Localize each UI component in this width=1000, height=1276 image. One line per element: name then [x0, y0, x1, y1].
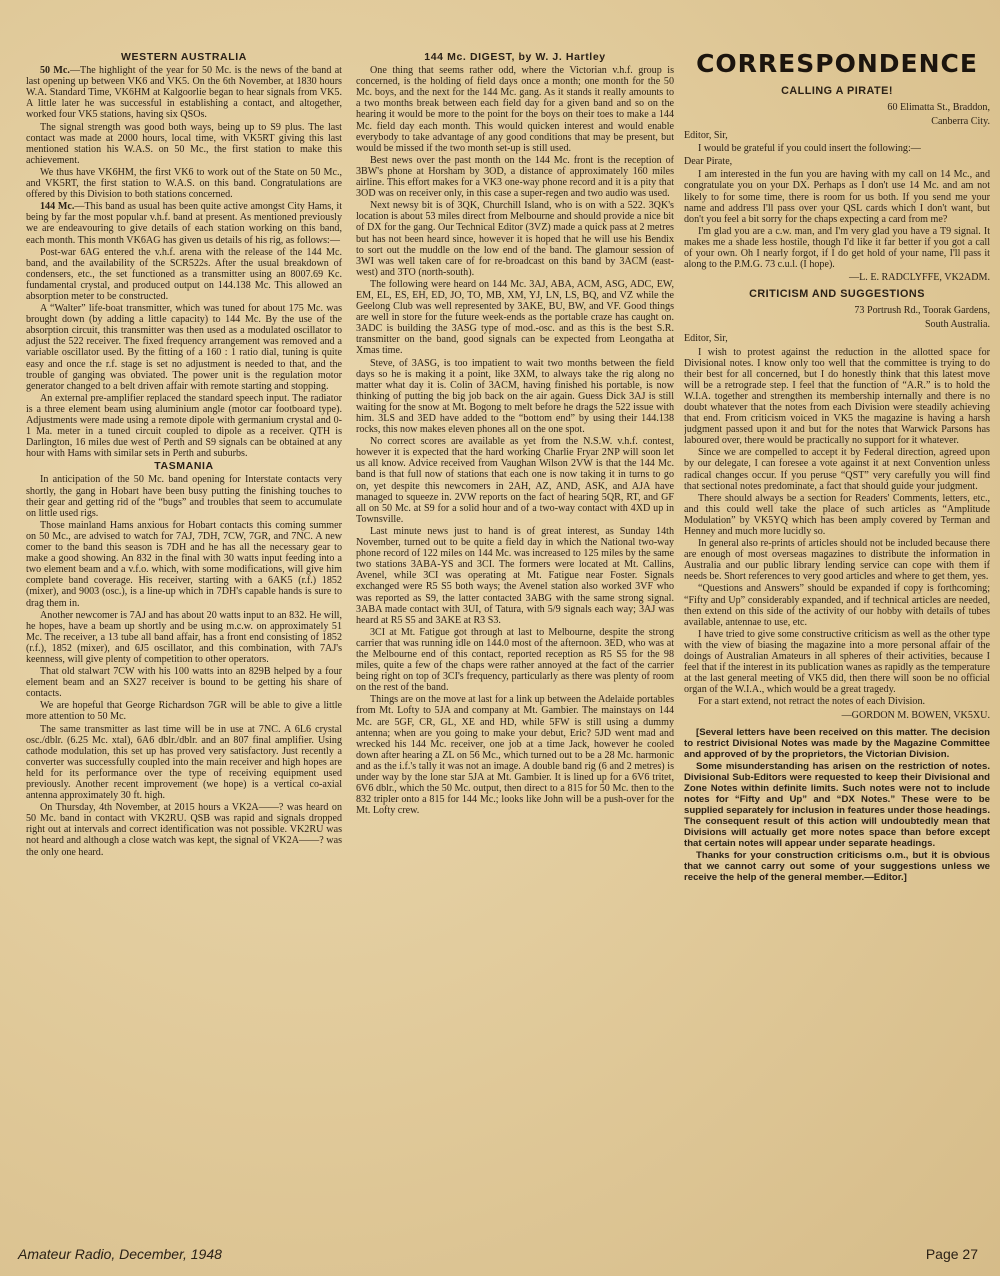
paragraph — [26, 201, 342, 245]
paragraph: The following were heard on 144 Mc. 3AJ, ABA, ACM, ASG, ADC, EW, EM, EL, ES, EH, ED, JO, TO, MB, XM, YJ, LN, LS, BQ, and VZ while the Geelong Club was well represented by 3AKE, BU, BW, and VF. Good things are well in store for the future week-ends as the portable craze has caught on. 3ADC is building the 3ASG type of mod.-osc. and as this is the best S.R. transmitter on the band, good signals can be expected from Leongatha at Xmas time. — [356, 278, 674, 357]
paragraph: Next newsy bit is of 3QK, Churchill Island, who is on with a 522. 3QK's location is about 53 miles direct from Melbourne and should provide a nice bit of DX for the gang. Our Technical Editor (3VZ) made a quick pass at 2 metres but has not been heard since, however it is hoped that he will use his Bendix to sort out the muddle on the low end of the band. The glamour session of 3WI was well taken care of for re-broadcast on this band by 3ACM (east-west) and 3TO (north-south). — [356, 200, 674, 278]
paragraph: [Several letters have been received on this matter. The decision to restrict Divisional Notes was made by the Magazine Committee and approved of by the proprietors, the Victorian Division. — [684, 726, 990, 760]
correspondence-title: CORRESPONDENCE — [696, 50, 978, 78]
paragraph: I wish to protest against the reduction in the allotted space for Divisional notes. I know only too well that the committee is trying to do their best for all concerned, but I do honestly think that this latest move will be a retrograde step. I feel that the function of “A.R.” is to hold the W.I.A. together and strengthen its membership internally and there is no doubt whatever that the notes from each Division were steadily achieving that end. From criticism voiced in VK5 the magazine is having a harsh judgment passed upon it and but for the notes that Warwick Parsons has laboured over, there would be practically no support for it whatever. — [684, 346, 990, 447]
paragraph: Steve, of 3ASG, is too impatient to wait two months between the field days so he is making it a point, like 3XM, to always take the rig along no matter what day it is. Colin of 3ACM, having finished his portable, is now thinking of putting the big job back on the air again. Guess Dick 3AJ is still waiting for the snow at Mt. Bogong to melt before he drags the 522 issue with him. 3LS and 3ED have added to the “bottom end” by using their 144.138 rocks, this now makes eleven phones all on the one spot. — [356, 357, 674, 436]
paragraph: On Thursday, 4th November, at 2015 hours a VK2A——? was heard on 50 Mc. band in contact with VK2RU. QSB was rapid and signals dropped right out at intervals and correct identification was not possible. VK2RU was not heard and although a close watch was kept, the signal of VK2A——? was the only one heard. — [26, 802, 342, 858]
letter-address: South Australia. — [924, 319, 990, 331]
letter-heading-calling-a-pirate: CALLING A PIRATE! — [781, 85, 893, 97]
paragraph: Since we are compelled to accept it by Federal direction, agreed upon by our delegate, I can foresee a vote against it at next Convention unless radical changes occur. If you peruse “QST” very carefully you will find that sectional notes predominate, a fact that should guide your judgment. — [684, 447, 990, 492]
paragraph: Another newcomer is 7AJ and has about 20 watts input to an 832. He will, he hopes, have a beam up shortly and be using m.c.w. on approximately 51 Mc. The receiver, a 13 tube all band affair, has a front end consisting of 1852 (r.f.), 1852 (mixer), and 6J5 oscillator, and this combination, with 7AJ's keenness, will give plenty of competition to other operators. — [26, 609, 342, 665]
paragraph: Some misunderstanding has arisen on the restriction of notes. Divisional Sub-Editors were requested to keep their Divisional and Zone Notes within definite limits. Such notes were not to include notes for “Fifty and Up” and “DX Notes.” These were to be supplied separately for inclusion in features under those headings. The consequent result of this action will undoubtedly mean that Divisions will actually get more notes space than before except that certain notes will appear under separate headings. — [684, 760, 990, 849]
paragraph: “Questions and Answers” should be expanded if copy is forthcoming; “Fifty and Up” considerably expanded, and if technical articles are needed, then extend on this side of the activity of our hobby with details of tubes available, antennae to use, etc. — [684, 583, 990, 628]
letter-address: 73 Portrush Rd., Toorak Gardens, — [854, 305, 990, 317]
paragraph: We thus have VK6HM, the first VK6 to work out of the State on 50 Mc., and VK5RT, the first station to W.A.S. on this band. Congratulations are offered by this Division to both stations concerned. — [26, 166, 342, 201]
letter-salutation: Dear Pirate, — [684, 156, 733, 168]
paragraph: We are hopeful that George Richardson 7GR will be able to give a little more attention to 50 Mc. — [26, 700, 342, 723]
paragraph: Best news over the past month on the 144 Mc. front is the reception of 3BW's phone at Horsham by 3OD, a distance of approximately 160 miles airline. This effort makes for a VK3 one-way phone record and it is a pity that 3OD was on receiver only, in this case a super-regen and two audio was used. — [356, 154, 674, 200]
paragraph-text: —This band as usual has been quite active amongst City Hams, it being by far the most popular v.h.f. band at present. As mentioned previously we are endeavouring to give details of each station working on this band, each month. This month VK6AG has given us details of his rig, as follows:— — [26, 201, 342, 246]
letter-salutation: Editor, Sir, — [684, 130, 728, 142]
paragraph: I have tried to give some constructive criticism as well as the other type with the view of biasing the magazine into a more personal affair of the doings of Australian Amateurs in all spheres of their activities, because I feel that if the interest in its publication wanes as rapidly as the temperature at the last general meeting of VK5 did, then there will soon be no official organ of the W.I.A., which would be a great tragedy. — [684, 628, 990, 696]
column-144mc-digest — [356, 50, 674, 1242]
letter-salutation: Editor, Sir, — [684, 333, 728, 345]
section-heading-144mc-digest: 144 Mc. DIGEST, by W. J. Hartley — [424, 51, 606, 63]
paragraph: An external pre-amplifier replaced the standard speech input. The radiator is a three element beam using aluminium angle (motor car footboard type). Adjustments were made using a remote dipole with germanium crystal and 0-1 Ma. meter in a tuned circuit coupled to dipole as a receiver. QTH is Darlington, 16 miles due west of Perth and S9 signals can be obtained at any hour with Hams with similar sets in Perth and suburbs. — [26, 392, 342, 460]
paragraph: The same transmitter as last time will be in use at 7NC. A 6L6 crystal osc./dblr. (6.25 Mc. xtal), 6A6 dblr./dblr. and an 807 final amplifier. Using cathode modulation, this set up has proved very satisfactory. Just recently a converter was successfully coupled into the main receiver and high hopes are held for its performance over the type of receiving equipment used previously. Another recent improvement (we hope) is a vertical co-axial antenna approximately 30 ft. high. — [26, 723, 342, 802]
paragraph: One thing that seems rather odd, where the Victorian v.h.f. group is concerned, is the holding of field days once a month; one month for the 50 Mc. boys, and the next for the 144 Mc. gang. As it stands it really amounts to a two months break between each field day for a given band and so on the hearing it would be more to the point for the boys on their toes to make a 144 Mc. field day each month. This would quicken interest and would enable everybody to take advantage of any good conditions that may be present, but would be missed if the two month set-up is still used. — [356, 65, 674, 154]
paragraph: Post-war 6AG entered the v.h.f. arena with the release of the 144 Mc. band, and the availability of the SCR522s. After the usual breakdown of condensers, etc., the set functioned as a transmitter using an 8007.69 Kc. fundamental crystal, and produced output on 144.138 Mc. This allowed an absorption meter to be constructed. — [26, 246, 342, 302]
letter-address: Canberra City. — [931, 116, 990, 128]
footer-page-number: Page 27 — [925, 1246, 978, 1262]
paragraph: Thanks for your construction criticisms o.m., but it is obvious that we cannot carry out some of your suggestions unless we receive the help of the general member.—Editor.] — [684, 849, 990, 883]
column-state-notes — [26, 50, 342, 1242]
editor-note — [684, 727, 990, 883]
paragraph: I'm glad you are a c.w. man, and I'm very glad you have a T9 signal. It makes me a shade less hostile, though I'd like it far better if you got a call of your own. Oh I nearly forgot, if I do get hold of your name, I'll pass it along to the P.M.G. 73 c.u.l. (I hope). — [684, 225, 990, 271]
letter-heading-criticism-and-suggestions: CRITICISM AND SUGGESTIONS — [749, 288, 925, 301]
letter-signature: —L. E. RADCLYFFE, VK2ADM. — [849, 272, 990, 284]
footer-publication: Amateur Radio, December, 1948 — [18, 1246, 222, 1262]
paragraph: Things are on the move at last for a link up between the Adelaide portables from Mt. Lofty to 5JA and company at Mt. Gambier. The mainstays on 144 Mc. are 5GF, CR, GL, XE and HD, while 5FW is still using a dummy antenna; when are you going to make your debut, Eric? 5JD went mad and wrecked his 144 Mc. receiver, one job at a time Jack, however he cooled down after hearing a ZL on 56 Mc., which turned out to be a 28 Mc. harmonic and as the i.f.'s tally it was not an image. A double band rig (6 and 2 metres) is under way by the lone star 5JA at Mt. Gambier. It is lined up for a 6V6 tritet, 6V6 dblr., which the 50 Mc. output, then direct to a 815 for 50 Mc. then to the 832 tripler onto a 815 for 144 Mc.; looks like John will be a push-over for the Mt. Lofty crew. — [356, 694, 674, 817]
paragraph: A “Walter” life-boat transmitter, which was tuned for about 175 Mc. was brought down (by adding a little capacity) to 144 Mc. By the use of the absorption circuit, this transmitter was then used as a modulated oscillator to adjust the 522 receiver. The fixed frequency arrangement was removed and a variable oscillator used. By the fitting of a 160 : 1 ratio dial, tuning is quite easy and once the r.f. stage is set no adjustment is needed to that, and the trouble of ganging was obviated. The power unit is the regulation motor generator changed to a belt driven affair with remote starting and stopping. — [26, 303, 342, 392]
paragraph: No correct scores are available as yet from the N.S.W. v.h.f. contest, however it is expected that the hard working Charlie Fryar 2NP will soon let us all know. Advice received from Vaughan Wilson 2VW is that the 144 Mc. band is that full now of stations that each one is now taking it in turns to go on, yet despite this newcomers in 2AH, AZ, AND, ASK, and AJA have managed to squeeze in. 2VW reports on the fact of hearing 5QR, RT, and GF all on 50 Mc. at S9 for a solid hour and of a two-way contact with 4XD up in Townsville. — [356, 436, 674, 525]
paragraph: That old stalwart 7CW with his 100 watts into an 829B helped by a four element beam and an SX27 receiver is bound to be getting his share of contacts. — [26, 666, 342, 700]
paragraph: The signal strength was good both ways, being up to S9 plus. The last contact was made at 2000 hours, local time, with VK5RT giving this last mentioned station his W.A.S. on 50 Mc., the first station to make this achievement. — [26, 121, 342, 166]
section-heading-tasmania: TASMANIA — [154, 460, 214, 473]
letter-signature: —GORDON M. BOWEN, VK5XU. — [841, 709, 990, 721]
paragraph: In general also re-prints of articles should not be included because there are enough of most overseas magazines to distribute the information in Australia and our public library lending service can cope with them if needs be. Short references to very good articles and where to get them, yes. — [684, 538, 990, 583]
band-lead: 50 Mc. — [40, 65, 70, 77]
column-correspondence — [684, 50, 990, 1242]
paragraph: Those mainland Hams anxious for Hobart contacts this coming summer on 50 Mc., are advised to watch for 7AJ, 7DH, 7CW, 7GR, and 7NC. A new comer to the band this season is 7DH and he has all the necessary gear to make a good showing. An 832 in the final with 30 watts input feeding into a two element beam and a v.f.o. which, with some modifications, will give him complete band coverage. His receiver, starting with a 6AK5 (r.f.) 1852 (mixer), and 9003 (osc.), is a line-up which in 7DH's capable hands is sure to drag them in. — [26, 519, 342, 609]
paragraph: I would be grateful if you could insert the following:— — [698, 143, 921, 155]
section-heading-western-australia: WESTERN AUSTRALIA — [121, 51, 247, 63]
paragraph — [26, 65, 342, 120]
band-lead: 144 Mc. — [40, 201, 75, 213]
paragraph: Last minute news just to hand is of great interest, as Sunday 14th November, turned out to be quite a field day in which the National two-way phone record of 122 miles on 144 Mc. was increased to 125 miles by the same two stations 3ABA-YS and 3CI. The formers were located at Mt. Callins, Avenel, while 3CI was operating at Mt. Fatigue near Foster. Signals exchanged were R5 S5 both ways; the Avenel station also worked 3VF who was reported as S9, the latter contacted 3ABG with the same strong signal. 3ABA made contact with 3UI, of Tatura, with 5/9 signals each way; 3AJ was heard at R5 S5 and 3AKE at R3 S3. — [356, 525, 674, 626]
paragraph: For a start extend, not retract the notes of each Division. — [698, 696, 926, 708]
paragraph: 3CI at Mt. Fatigue got through at last to Melbourne, despite the strong carrier that was running idle on 144.0 most of the afternoon. 3ED, who was at the Melbourne end of this contact, reported reception as R5 S5 for the 98 miles, quite a few of the chaps were rather annoyed at the fact of the carrier being right on top of 3CI's frequency, particularly as there was plenty of room on the rest of the band. — [356, 626, 674, 694]
paragraph: I am interested in the fun you are having with my call on 14 Mc., and congratulate you on your DX. Perhaps as I don't use 14 Mc. and am not likely to for some time, there is room for us both. If you send me your name and address I'll pass over your QSL cards which I don't want, but don't you feel a bit sorry for the chaps expecting a card from me? — [684, 169, 990, 225]
paragraph: There should always be a section for Readers' Comments, letters, etc., and this could well take the place of such articles as “Amplitude Modulation” by VK5YQ which has been amply covered by Terman and Henney and much more lucidly so. — [684, 492, 990, 537]
letter-address: 60 Elimatta St., Braddon, — [887, 102, 990, 114]
paragraph-text: —The highlight of the year for 50 Mc. is the news of the band at last opening up between VK6 and VK5. On the 6th November, at 1830 hours W.A. Standard Time, VK6HM at Kalgoorlie began to hear signals from VK5. A little later he was successful in establishing a contact, and altogether, worked four VK5 stations, having six QSOs. — [26, 65, 342, 121]
paragraph: In anticipation of the 50 Mc. band opening for Interstate contacts very shortly, the gang in Hobart have been busy putting the finishing touches to their gear and getting rid of the “bugs” and troubles that seem to accumulate on little used rigs. — [26, 474, 342, 519]
